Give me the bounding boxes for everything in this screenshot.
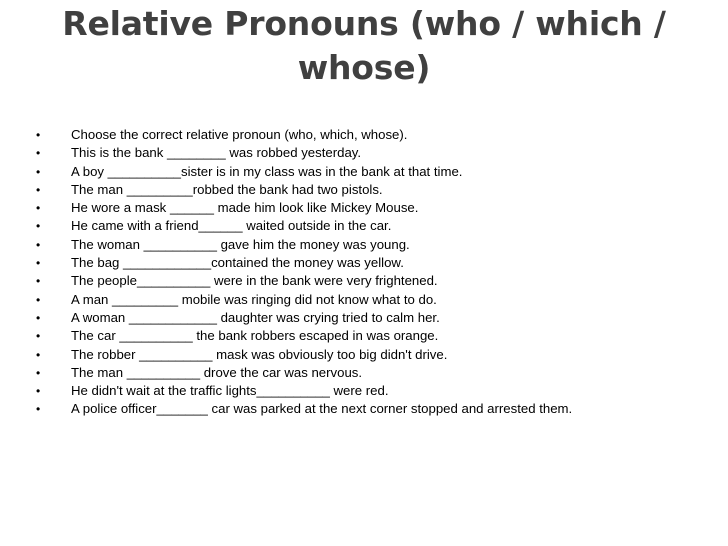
sentence-text: A man _________ mobile was ringing did not know what to do. [71, 291, 437, 307]
list-item [36, 163, 716, 181]
bullet-icon: • [36, 347, 41, 362]
sentence-text: The car __________ the bank robbers escaped in was orange. [71, 328, 439, 344]
sentence-text: The bag ____________contained the money was yellow. [71, 255, 404, 271]
sentence-text: A woman ____________ daughter was crying tried to calm her. [71, 309, 440, 325]
bullet-icon: • [36, 402, 41, 417]
bullet-icon: • [36, 164, 41, 179]
list-item [36, 272, 716, 290]
list-item [36, 309, 716, 327]
bullet-icon: • [36, 292, 41, 307]
sentence-text: He came with a friend______ waited outside in the car. [71, 218, 392, 234]
list-item [36, 126, 716, 144]
sentence-text: He didn't wait at the traffic lights__________ were red. [71, 383, 389, 399]
list-item [36, 236, 716, 254]
list-item [36, 217, 716, 235]
sentence-text: The man __________ drove the car was nervous. [71, 364, 363, 380]
list-item [36, 291, 716, 309]
list-item [36, 327, 716, 345]
list-item [36, 346, 716, 364]
sentence-text: A police officer_______ car was parked at the next corner stopped and arrested them. [71, 401, 573, 417]
sentence-text: The woman __________ gave him the money was young. [71, 236, 410, 252]
bullet-icon: • [36, 310, 41, 325]
bullet-icon: • [36, 201, 41, 216]
slide-title: Relative Pronouns (who / which / whose) [62, 4, 666, 87]
bullet-icon: • [36, 329, 41, 344]
bullet-icon: • [36, 274, 41, 289]
bullet-icon: • [36, 365, 41, 380]
bullet-icon: • [36, 128, 41, 142]
sentence-text: This is the bank ________ was robbed yesterday. [71, 145, 362, 161]
sentence-text: A boy __________sister is in my class was in the bank at that time. [71, 163, 463, 179]
sentence-text: The robber __________ mask was obviously too big didn't drive. [71, 346, 448, 362]
list-item [36, 181, 716, 199]
bullet-icon: • [36, 146, 41, 161]
sentence-text: Choose the correct relative pronoun (who, which, whose). [71, 127, 408, 142]
list-item [36, 382, 716, 400]
sentence-text: He wore a mask ______ made him look like Mickey Mouse. [71, 200, 419, 216]
bullet-icon: • [36, 182, 41, 197]
sentence-text: The man _________robbed the bank had two pistols. [71, 181, 383, 197]
sentence-text: The people__________ were in the bank were very frightened. [71, 273, 438, 289]
bullet-icon: • [36, 219, 41, 234]
list-item [36, 364, 716, 382]
exercise-list [36, 126, 716, 419]
bullet-icon: • [36, 384, 41, 399]
list-item [36, 199, 716, 217]
bullet-icon: • [36, 237, 41, 252]
bullet-icon: • [36, 256, 41, 271]
list-item [36, 400, 716, 418]
list-item [36, 254, 716, 272]
list-item [36, 144, 716, 162]
